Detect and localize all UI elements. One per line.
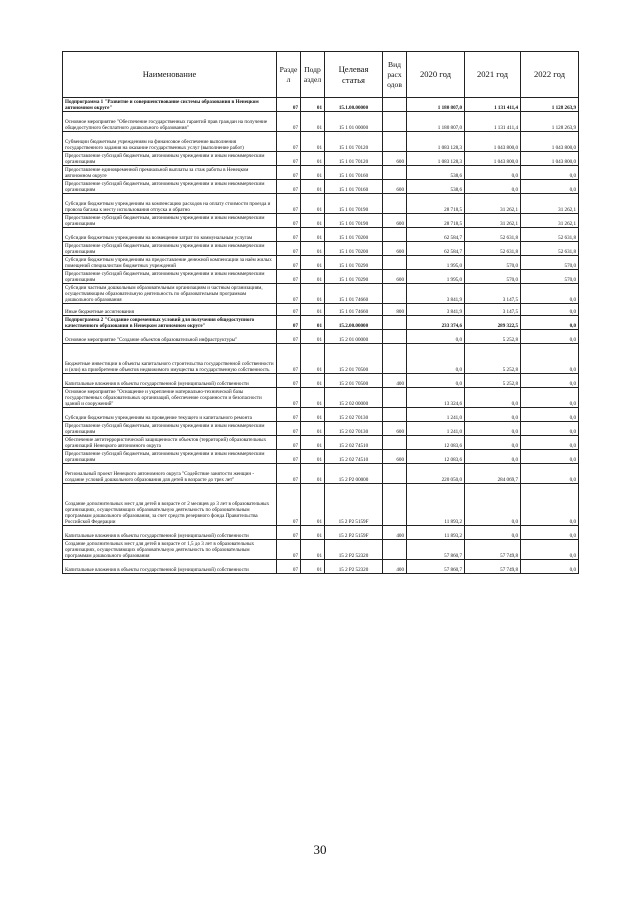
cell-p: 01 [301, 152, 325, 166]
cell-c: 0,0 [521, 166, 579, 180]
cell-p: 01 [301, 388, 325, 408]
cell-c: 0,0 [521, 284, 579, 304]
cell-c: 31 262,1 [521, 194, 579, 214]
cell-b: 284 069,7 [465, 464, 521, 484]
cell-t: 15 1 01 70290 [325, 256, 383, 270]
cell-r: 07 [277, 112, 301, 132]
cell-r: 07 [277, 436, 301, 450]
cell-p: 01 [301, 464, 325, 484]
cell-name: Обеспечение антитеррористической защищенности объектов (территорий) образовательных организаций Ненецкого автономного округа [63, 436, 277, 450]
cell-r: 07 [277, 316, 301, 330]
cell-c: 0,0 [521, 450, 579, 464]
table-row [63, 450, 579, 464]
cell-name: Предоставление субсидий бюджетным, автономным учреждениям и иным некоммерческим организациям [63, 422, 277, 436]
cell-p: 01 [301, 228, 325, 242]
cell-v [383, 408, 407, 422]
cell-t: 15 1 01 70190 [325, 194, 383, 214]
cell-name: Предоставление субсидий бюджетным, автономным учреждениям и иным некоммерческим организациям [63, 152, 277, 166]
table-row [63, 112, 579, 132]
table-row [63, 436, 579, 450]
cell-t: 15 1 01 70120 [325, 132, 383, 152]
cell-p: 01 [301, 270, 325, 284]
cell-t: 15 2 02 70130 [325, 408, 383, 422]
cell-v [383, 132, 407, 152]
cell-t: 15 2 01 00000 [325, 330, 383, 344]
cell-t: 15 2 P2 52320 [325, 560, 383, 574]
cell-a: 57 860,7 [407, 560, 465, 574]
cell-r: 07 [277, 344, 301, 374]
cell-p: 01 [301, 450, 325, 464]
cell-r: 07 [277, 166, 301, 180]
cell-c: 31 262,1 [521, 214, 579, 228]
cell-t: 15 1 01 70120 [325, 152, 383, 166]
cell-name: Предоставление единовременной премиальной выплаты за стаж работы в Ненецком автономном округе [63, 166, 277, 180]
cell-name: Предоставление субсидий бюджетным, автономным учреждениям и иным некоммерческим организациям [63, 180, 277, 194]
cell-p: 01 [301, 180, 325, 194]
cell-v [383, 98, 407, 112]
cell-name: Подпрограмма 1 "Развитие и совершенствование системы образования в Ненецком автономном округе" [63, 98, 277, 112]
table-row [63, 180, 579, 194]
table-row [63, 344, 579, 374]
cell-r: 07 [277, 464, 301, 484]
table-row [63, 152, 579, 166]
cell-c: 0,0 [521, 330, 579, 344]
cell-v [383, 112, 407, 132]
cell-a: 1 995,0 [407, 256, 465, 270]
cell-name: Капитальные вложения в объекты государственной (муниципальной) собственности [63, 560, 277, 574]
cell-a: 0,0 [407, 330, 465, 344]
cell-name: Субсидии бюджетным учреждениям на компенсацию расходов на оплату стоимости проезда и провоза багажа к месту использования отпуска и обратно [63, 194, 277, 214]
cell-r: 07 [277, 304, 301, 316]
cell-v [383, 540, 407, 560]
cell-a: 1 180 807,0 [407, 112, 465, 132]
cell-name: Субсидии частным дошкольным образовательным организациям и частным организациям, осуществляющим образовательную деятельность по образовательным программам дошкольного образования [63, 284, 277, 304]
cell-a: 12 083,6 [407, 450, 465, 464]
cell-p: 01 [301, 330, 325, 344]
cell-t: 15 2 P2 00000 [325, 464, 383, 484]
cell-t: 15 2 02 00000 [325, 388, 383, 408]
cell-a: 3 841,9 [407, 304, 465, 316]
cell-t: 15 2 02 74510 [325, 436, 383, 450]
table-row [63, 304, 579, 316]
cell-b: 1 131 411,4 [465, 112, 521, 132]
cell-c: 0,0 [521, 388, 579, 408]
table-row [63, 560, 579, 574]
cell-r: 07 [277, 330, 301, 344]
cell-v [383, 194, 407, 214]
cell-a: 11 893,2 [407, 484, 465, 526]
table-row [63, 228, 579, 242]
cell-v: 400 [383, 560, 407, 574]
header-vid: Вид расх одов [383, 52, 407, 98]
cell-a: 28 718,5 [407, 194, 465, 214]
cell-name: Субсидии бюджетным учреждениям на возмещение затрат по коммунальным услугам [63, 228, 277, 242]
budget-table [62, 51, 579, 574]
cell-name: Иные бюджетные ассигнования [63, 304, 277, 316]
cell-b: 57 749,8 [465, 560, 521, 574]
cell-a: 538,6 [407, 180, 465, 194]
cell-r: 07 [277, 214, 301, 228]
cell-p: 01 [301, 436, 325, 450]
cell-name: Подпрограмма 2 "Создание современных условий для получения общедоступного качественного образования в Ненецком автономном округе" [63, 316, 277, 330]
cell-a: 1 180 807,0 [407, 98, 465, 112]
cell-name: Основное мероприятие "Обеспечение государственных гарантий прав граждан на получение общедоступного бесплатного дошкольного образования" [63, 112, 277, 132]
cell-r: 07 [277, 408, 301, 422]
cell-t: 15 2 P2 5159F [325, 484, 383, 526]
cell-p: 01 [301, 484, 325, 526]
cell-v [383, 436, 407, 450]
cell-b: 289 322,5 [465, 316, 521, 330]
cell-r: 07 [277, 194, 301, 214]
cell-a: 538,6 [407, 166, 465, 180]
cell-v [383, 464, 407, 484]
table-row [63, 214, 579, 228]
cell-a: 1 241,0 [407, 408, 465, 422]
cell-t: 15 2 02 74510 [325, 450, 383, 464]
cell-a: 0,0 [407, 374, 465, 388]
cell-t: 15 2 P2 52320 [325, 540, 383, 560]
cell-v [383, 484, 407, 526]
cell-b: 570,0 [465, 256, 521, 270]
cell-v: 600 [383, 214, 407, 228]
cell-c: 0,0 [521, 374, 579, 388]
cell-p: 01 [301, 374, 325, 388]
cell-r: 07 [277, 388, 301, 408]
cell-c: 52 631,8 [521, 242, 579, 256]
cell-name: Капитальные вложения в объекты государственной (муниципальной) собственности [63, 374, 277, 388]
header-2021: 2021 год [465, 52, 521, 98]
cell-v [383, 256, 407, 270]
cell-name: Субсидии бюджетным учреждениям на предоставление денежной компенсации за наём жилых помещений специалистам бюджетных учреждений [63, 256, 277, 270]
cell-c: 1 128 263,9 [521, 98, 579, 112]
cell-r: 07 [277, 98, 301, 112]
cell-v: 600 [383, 180, 407, 194]
cell-c: 0,0 [521, 304, 579, 316]
cell-v [383, 316, 407, 330]
cell-p: 01 [301, 166, 325, 180]
budget-table-sheet [62, 51, 578, 574]
table-row [63, 330, 579, 344]
cell-t: 15 2 02 70130 [325, 422, 383, 436]
cell-r: 07 [277, 526, 301, 540]
cell-c: 0,0 [521, 422, 579, 436]
cell-a: 28 718,5 [407, 214, 465, 228]
cell-b: 0,0 [465, 526, 521, 540]
cell-v [383, 228, 407, 242]
cell-b: 0,0 [465, 388, 521, 408]
cell-c: 0,0 [521, 560, 579, 574]
cell-a: 62 584,7 [407, 228, 465, 242]
cell-t: 15 2 P2 5159F [325, 526, 383, 540]
cell-t: 15.2.00.00000 [325, 316, 383, 330]
cell-r: 07 [277, 228, 301, 242]
cell-t: 15 2 01 70500 [325, 344, 383, 374]
cell-c: 0,0 [521, 464, 579, 484]
table-row [63, 284, 579, 304]
table-row [63, 408, 579, 422]
table-row [63, 464, 579, 484]
table-row [63, 166, 579, 180]
cell-name: Предоставление субсидий бюджетным, автономным учреждениям и иным некоммерческим организациям [63, 242, 277, 256]
cell-c: 0,0 [521, 316, 579, 330]
cell-r: 07 [277, 450, 301, 464]
cell-a: 62 584,7 [407, 242, 465, 256]
cell-v: 600 [383, 270, 407, 284]
cell-name: Предоставление субсидий бюджетным, автономным учреждениям и иным некоммерческим организациям [63, 450, 277, 464]
cell-p: 01 [301, 560, 325, 574]
table-row [63, 316, 579, 330]
cell-c: 570,0 [521, 256, 579, 270]
cell-a: 1 083 128,3 [407, 132, 465, 152]
cell-name: Региональный проект Ненецкого автономного округа "Содействие занятости женщин - создание условий дошкольного образования для детей в возрасте до трех лет" [63, 464, 277, 484]
cell-a: 1 083 128,3 [407, 152, 465, 166]
cell-b: 3 147,5 [465, 284, 521, 304]
cell-v: 600 [383, 242, 407, 256]
cell-c: 52 631,8 [521, 228, 579, 242]
cell-name: Капитальные вложения в объекты государственной (муниципальной) собственности [63, 526, 277, 540]
cell-c: 0,0 [521, 436, 579, 450]
cell-t: 15 1 01 70190 [325, 214, 383, 228]
table-row [63, 132, 579, 152]
cell-v: 400 [383, 526, 407, 540]
cell-r: 07 [277, 242, 301, 256]
cell-c: 0,0 [521, 526, 579, 540]
cell-b: 0,0 [465, 180, 521, 194]
cell-t: 15 2 01 70500 [325, 374, 383, 388]
table-row [63, 540, 579, 560]
cell-r: 07 [277, 374, 301, 388]
cell-v [383, 344, 407, 374]
cell-v [383, 388, 407, 408]
cell-t: 15 1 01 70290 [325, 270, 383, 284]
cell-b: 31 262,1 [465, 194, 521, 214]
cell-b: 52 631,8 [465, 242, 521, 256]
cell-p: 01 [301, 256, 325, 270]
page-number: 30 [313, 842, 327, 857]
cell-t: 15 1 01 00000 [325, 112, 383, 132]
cell-r: 07 [277, 560, 301, 574]
header-name: Наименование [63, 52, 277, 98]
cell-name: Бюджетные инвестиции в объекты капитального строительства государственной собственности и (или) на приобретение объектов недвижимого имущества в государственную собственность [63, 344, 277, 374]
cell-a: 13 324,6 [407, 388, 465, 408]
cell-p: 01 [301, 112, 325, 132]
cell-b: 570,0 [465, 270, 521, 284]
cell-name: Создание дополнительных мест для детей в возрасте от 2 месяцев до 3 лет в образовательных организациях, осуществляющих образовательную деятельность по образовательным программам дошкольного образования, за счет средств резервного фонда Правительства Российской Федерации [63, 484, 277, 526]
cell-p: 01 [301, 422, 325, 436]
cell-p: 01 [301, 316, 325, 330]
cell-p: 01 [301, 408, 325, 422]
cell-t: 15.1.00.00000 [325, 98, 383, 112]
cell-r: 07 [277, 132, 301, 152]
cell-v: 400 [383, 374, 407, 388]
cell-c: 0,0 [521, 180, 579, 194]
cell-a: 1 995,0 [407, 270, 465, 284]
cell-v [383, 284, 407, 304]
cell-b: 1 043 800,0 [465, 132, 521, 152]
cell-c: 1 128 263,9 [521, 112, 579, 132]
cell-t: 15 1 01 74660 [325, 304, 383, 316]
cell-b: 0,0 [465, 436, 521, 450]
cell-name: Субвенции бюджетным учреждениям на финансовое обеспечение выполнения государственного задания на оказание государственных услуг (выполнение работ) [63, 132, 277, 152]
cell-v [383, 166, 407, 180]
cell-p: 01 [301, 214, 325, 228]
cell-t: 15 1 01 70200 [325, 242, 383, 256]
cell-b: 3 147,5 [465, 304, 521, 316]
cell-v: 600 [383, 152, 407, 166]
table-row [63, 256, 579, 270]
cell-name: Создание дополнительных мест для детей в возрасте от 1,5 до 3 лет в образовательных организациях, осуществляющих образовательную деятельность по образовательным программам дошкольного образования [63, 540, 277, 560]
cell-b: 1 131 411,4 [465, 98, 521, 112]
cell-a: 220 050,0 [407, 464, 465, 484]
cell-b: 1 043 800,0 [465, 152, 521, 166]
cell-a: 12 083,6 [407, 436, 465, 450]
cell-c: 570,0 [521, 270, 579, 284]
cell-a: 11 893,2 [407, 526, 465, 540]
cell-b: 5 252,8 [465, 344, 521, 374]
cell-r: 07 [277, 422, 301, 436]
cell-v: 800 [383, 304, 407, 316]
header-2020: 2020 год [407, 52, 465, 98]
cell-t: 15 1 01 74660 [325, 284, 383, 304]
table-row [63, 98, 579, 112]
table-row [63, 422, 579, 436]
cell-name: Предоставление субсидий бюджетным, автономным учреждениям и иным некоммерческим организациям [63, 214, 277, 228]
cell-r: 07 [277, 270, 301, 284]
table-row [63, 194, 579, 214]
cell-c: 0,0 [521, 540, 579, 560]
cell-t: 15 1 01 70160 [325, 166, 383, 180]
cell-b: 0,0 [465, 450, 521, 464]
cell-p: 01 [301, 132, 325, 152]
table-row [63, 242, 579, 256]
cell-p: 01 [301, 526, 325, 540]
table-row [63, 484, 579, 526]
cell-p: 01 [301, 194, 325, 214]
cell-t: 15 1 01 70200 [325, 228, 383, 242]
table-row [63, 270, 579, 284]
cell-a: 0,0 [407, 344, 465, 374]
cell-r: 07 [277, 152, 301, 166]
table-row [63, 374, 579, 388]
cell-a: 233 374,6 [407, 316, 465, 330]
cell-t: 15 1 01 70160 [325, 180, 383, 194]
cell-p: 01 [301, 242, 325, 256]
cell-b: 31 262,1 [465, 214, 521, 228]
cell-name: Основное мероприятие "Оснащение и укрепление материально-технической базы государственных образовательных организаций, обеспечение сохранности и безопасности зданий и сооружений" [63, 388, 277, 408]
header-target: Целевая статья [325, 52, 383, 98]
cell-v [383, 330, 407, 344]
table-row [63, 526, 579, 540]
cell-c: 0,0 [521, 344, 579, 374]
cell-p: 01 [301, 304, 325, 316]
cell-r: 07 [277, 540, 301, 560]
cell-b: 0,0 [465, 408, 521, 422]
cell-v: 600 [383, 450, 407, 464]
cell-a: 1 241,0 [407, 422, 465, 436]
cell-r: 07 [277, 484, 301, 526]
cell-p: 01 [301, 284, 325, 304]
cell-c: 1 043 800,0 [521, 132, 579, 152]
cell-b: 52 631,8 [465, 228, 521, 242]
cell-p: 01 [301, 344, 325, 374]
cell-v: 600 [383, 422, 407, 436]
header-razdel: Разде л [277, 52, 301, 98]
cell-a: 3 841,9 [407, 284, 465, 304]
cell-a: 57 860,7 [407, 540, 465, 560]
cell-b: 0,0 [465, 422, 521, 436]
cell-c: 0,0 [521, 484, 579, 526]
cell-c: 1 043 800,0 [521, 152, 579, 166]
cell-b: 57 749,8 [465, 540, 521, 560]
table-row [63, 388, 579, 408]
cell-b: 5 252,8 [465, 374, 521, 388]
cell-name: Основное мероприятие "Создание объектов образовательной инфраструктуры" [63, 330, 277, 344]
header-2022: 2022 год [521, 52, 579, 98]
cell-b: 0,0 [465, 484, 521, 526]
cell-name: Субсидии бюджетным учреждениям на проведение текущего и капитального ремонта [63, 408, 277, 422]
cell-b: 5 252,8 [465, 330, 521, 344]
cell-r: 07 [277, 284, 301, 304]
cell-c: 0,0 [521, 408, 579, 422]
cell-b: 0,0 [465, 166, 521, 180]
table-header-row [63, 52, 579, 98]
header-podrazdel: Подр аздел [301, 52, 325, 98]
cell-p: 01 [301, 540, 325, 560]
table-body [63, 98, 579, 574]
cell-p: 01 [301, 98, 325, 112]
cell-r: 07 [277, 256, 301, 270]
cell-name: Предоставление субсидий бюджетным, автономным учреждениям и иным некоммерческим организациям [63, 270, 277, 284]
cell-r: 07 [277, 180, 301, 194]
